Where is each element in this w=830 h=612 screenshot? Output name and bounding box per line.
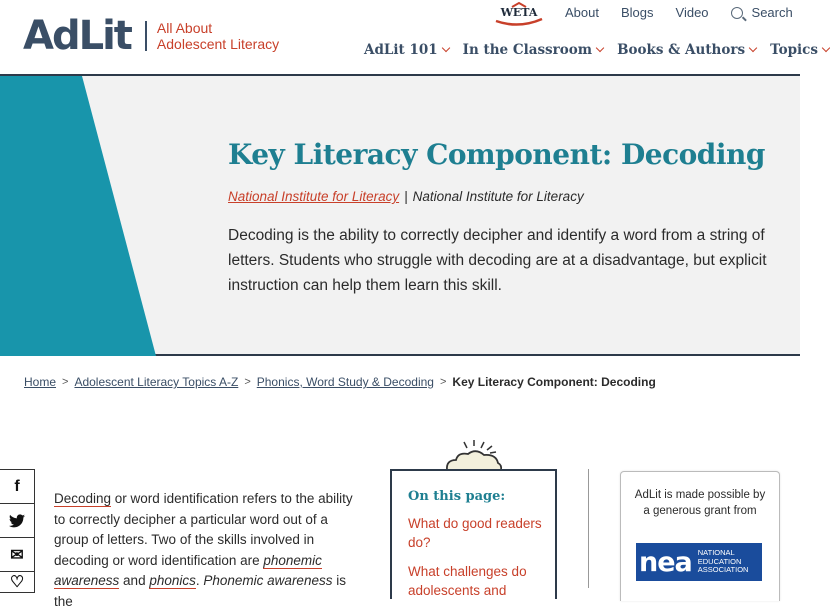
body-text-segment: and [119, 573, 150, 588]
toc-link[interactable]: What do good readers do? [408, 516, 542, 550]
hero-decorative-shape [0, 76, 160, 356]
favorite-button[interactable] [0, 572, 34, 592]
nav-about-link[interactable]: About [565, 5, 599, 20]
breadcrumb-home[interactable]: Home [24, 375, 57, 389]
glossary-term-link[interactable]: phonics [149, 573, 196, 588]
site-header [0, 0, 818, 76]
main-nav [364, 42, 829, 58]
nav-books-authors[interactable] [617, 42, 756, 58]
twitter-share-button[interactable] [0, 504, 34, 538]
toc-link[interactable]: What challenges do adolescents and [408, 564, 527, 598]
column-divider [588, 469, 589, 588]
nea-logo-mark: nea [639, 546, 692, 578]
weta-logo-text: WETA [500, 6, 538, 19]
nav-label: In the Classroom [462, 42, 593, 58]
logo-divider [145, 21, 147, 51]
logo-tagline [157, 20, 279, 52]
facebook-icon: f [14, 477, 20, 495]
nav-in-the-classroom[interactable] [463, 42, 603, 58]
search-label: Search [751, 5, 793, 20]
article-body [54, 489, 364, 612]
glossary-term-link[interactable]: Decoding [54, 491, 112, 506]
nea-line: ASSOCIATION [697, 565, 749, 575]
facebook-share-button[interactable] [0, 470, 34, 504]
breadcrumb-topics[interactable]: Adolescent Literacy Topics A-Z [74, 375, 239, 389]
body-text-segment: is the [54, 573, 346, 609]
body-text-segment: . [195, 573, 204, 588]
tagline-line-1: All About [156, 20, 213, 36]
sponsor-box [620, 471, 780, 601]
chevron-down-icon [822, 44, 830, 52]
nav-video-link[interactable]: Video [675, 5, 709, 20]
on-this-page-title: On this page: [408, 489, 506, 504]
twitter-icon [9, 514, 25, 528]
nav-topics[interactable] [770, 42, 829, 58]
weta-logo[interactable] [492, 3, 546, 25]
nea-logo[interactable] [636, 543, 762, 581]
chevron-down-icon [596, 44, 604, 52]
tagline-line-2: Adolescent Literacy [156, 36, 280, 52]
nea-logo-text [698, 549, 749, 575]
social-share-bar [0, 469, 35, 593]
nav-blogs-link[interactable]: Blogs [620, 5, 654, 20]
breadcrumb-separator: > [439, 376, 447, 388]
sponsor-text: AdLit is made possible by a generous grant from [634, 489, 766, 517]
nea-line: EDUCATION [697, 556, 742, 566]
emphasis-term: Phonemic awareness [203, 573, 333, 588]
email-icon: ✉ [10, 546, 24, 564]
chevron-down-icon [441, 44, 449, 52]
hero-banner [0, 76, 800, 356]
nea-line: NATIONAL [697, 548, 735, 558]
source-link[interactable]: National Institute for Literacy [228, 189, 400, 204]
nav-label: Topics [770, 42, 818, 58]
search-icon [731, 7, 743, 19]
page-title: Key Literacy Component: Decoding [228, 138, 765, 171]
breadcrumb-separator: > [244, 376, 251, 388]
on-this-page-box [390, 469, 557, 599]
nav-label: Books & Authors [617, 42, 746, 58]
breadcrumb [24, 375, 656, 389]
utility-nav [565, 5, 793, 20]
article-source [228, 189, 584, 204]
logo-wordmark: AdLit [23, 13, 131, 59]
nav-adlit-101[interactable] [364, 42, 449, 58]
breadcrumb-phonics[interactable]: Phonics, Word Study & Decoding [256, 375, 434, 389]
cloud-icon [444, 438, 504, 472]
breadcrumb-current: Key Literacy Component: Decoding [452, 375, 656, 389]
email-share-button[interactable] [0, 538, 34, 572]
nav-label: AdLit 101 [364, 42, 438, 58]
article-summary: Decoding is the ability to correctly decipher and identify a word from a string of letters. Students who struggle with decoding are at a disadvantage, but explicit instruction can help them learn this skill. [228, 227, 767, 294]
glossary-term-link[interactable]: phonemic awareness [54, 552, 322, 588]
body-text-segment: or word identification refers to the ability to correctly decipher a particular word out of a group of letters. Two of the skills involved in decoding or word identification are [54, 491, 353, 568]
heart-icon: ♡ [9, 574, 25, 591]
search-button[interactable] [731, 5, 793, 20]
source-text: National Institute for Literacy [412, 189, 584, 204]
chevron-down-icon [749, 44, 757, 52]
source-separator: | [404, 189, 408, 204]
breadcrumb-separator: > [62, 376, 69, 388]
adlit-logo[interactable] [23, 14, 279, 58]
